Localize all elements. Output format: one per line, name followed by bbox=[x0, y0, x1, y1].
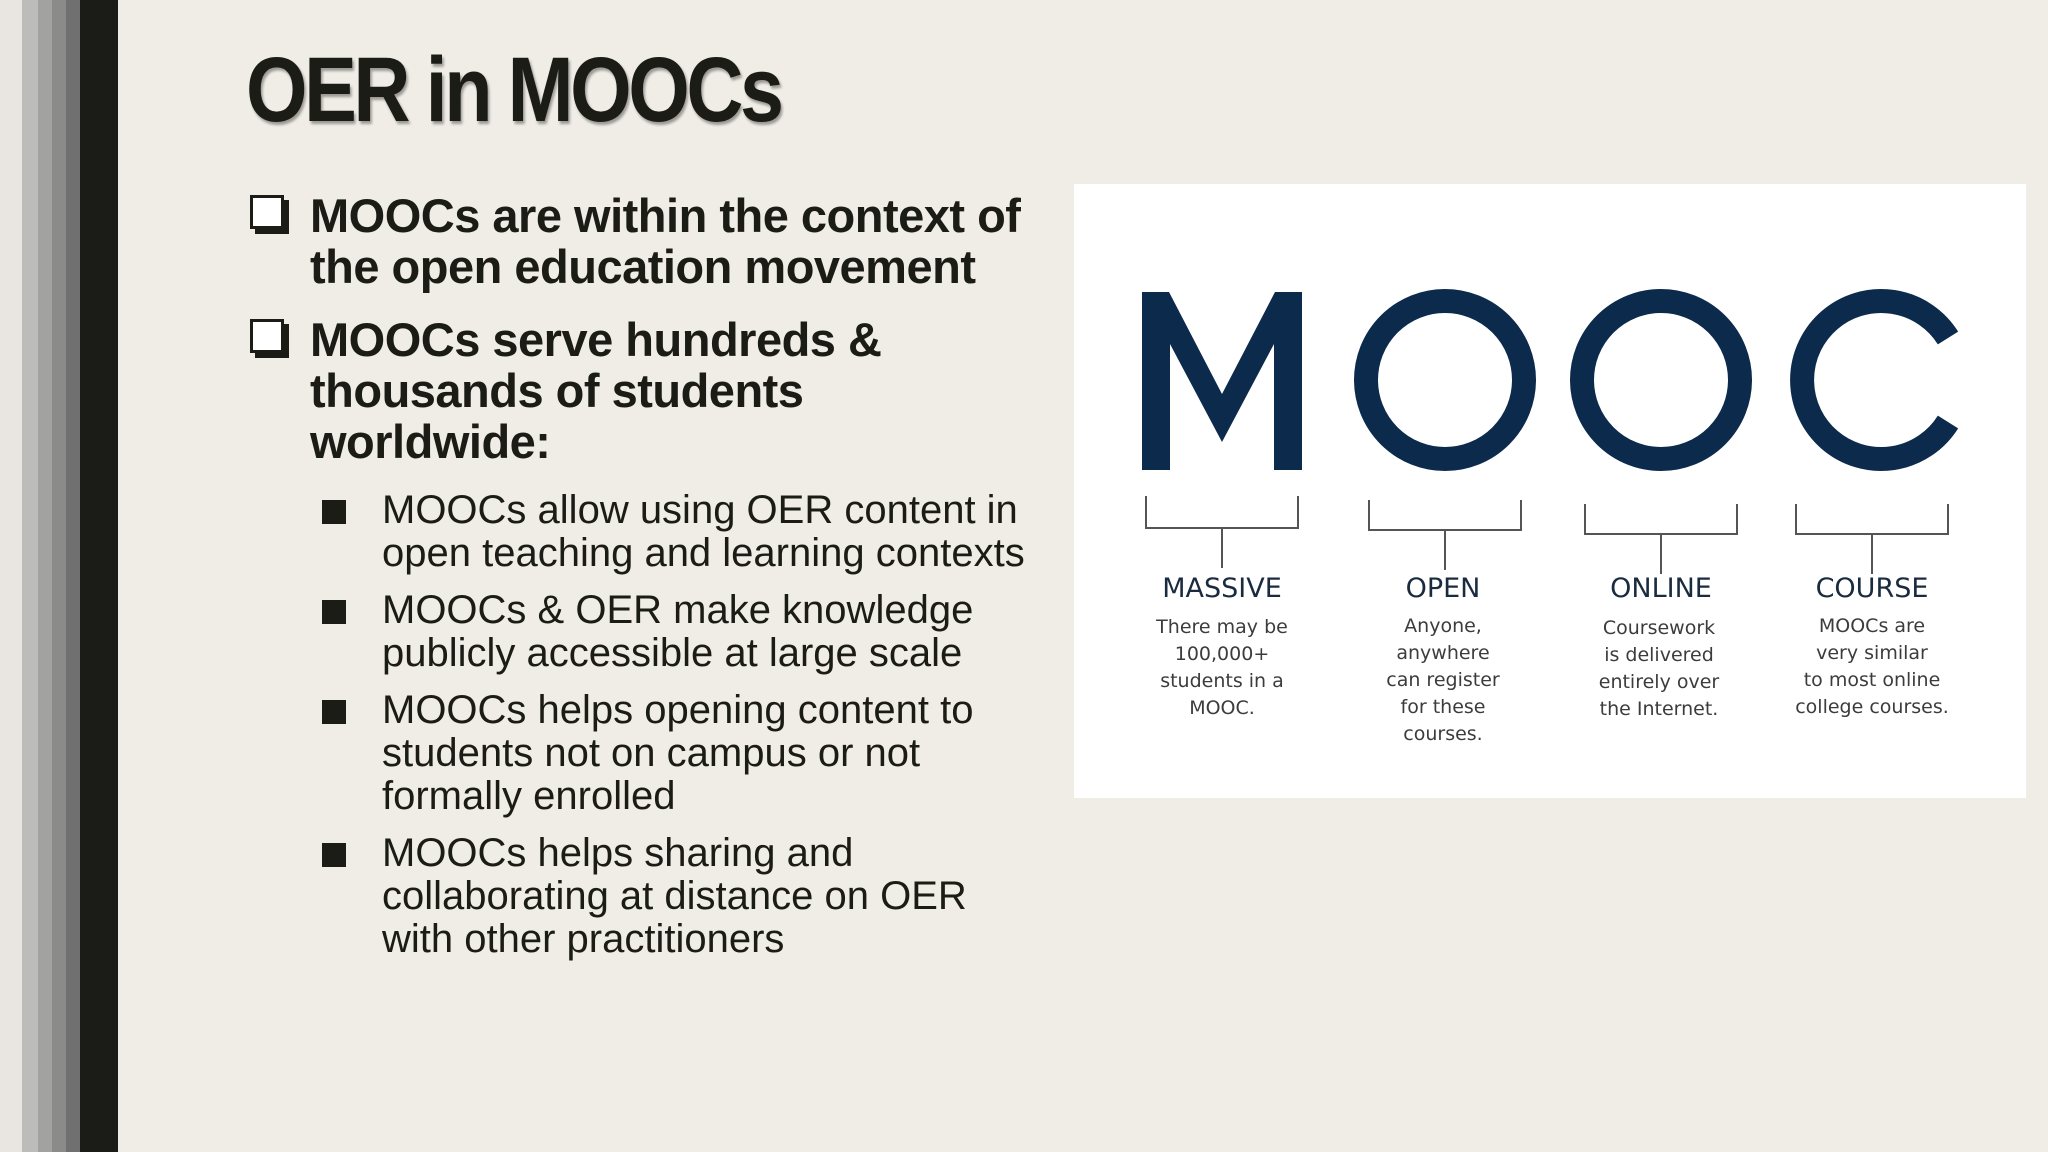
mooc-desc-line: anywhere bbox=[1396, 642, 1490, 664]
square-bullet-icon bbox=[322, 600, 346, 624]
letter-m-glyph bbox=[1142, 292, 1302, 470]
bracket-icon bbox=[1585, 504, 1737, 574]
bracket-icon bbox=[1796, 504, 1948, 574]
stripe bbox=[0, 0, 22, 1152]
bullet-item bbox=[246, 314, 1046, 467]
mooc-desc-line: Coursework bbox=[1602, 617, 1716, 639]
bracket-icon bbox=[1146, 496, 1298, 568]
checkbox-bullet-icon bbox=[250, 319, 284, 353]
bullet-text: MOOCs are within the context of the open education movement bbox=[310, 189, 1021, 293]
stripe bbox=[22, 0, 38, 1152]
mooc-term: ONLINE bbox=[1610, 573, 1712, 604]
square-bullet-icon bbox=[322, 500, 346, 524]
mooc-desc-line: entirely over bbox=[1598, 671, 1720, 693]
decorative-stripes bbox=[0, 0, 120, 1152]
sub-bullet-item bbox=[246, 589, 1046, 675]
stripe bbox=[38, 0, 52, 1152]
mooc-desc-line: is delivered bbox=[1604, 644, 1714, 666]
mooc-term: MASSIVE bbox=[1162, 573, 1282, 604]
mooc-svg bbox=[1074, 184, 2026, 798]
mooc-desc-line: the Internet. bbox=[1599, 698, 1719, 720]
stripe bbox=[52, 0, 66, 1152]
mooc-desc-line: to most online bbox=[1803, 669, 1941, 691]
sub-bullet-text: MOOCs helps sharing and collaborating at distance on OER with other practitioners bbox=[382, 831, 967, 961]
bullet-item bbox=[246, 190, 1046, 292]
mooc-desc-line: There may be bbox=[1156, 616, 1288, 638]
sub-bullet-item bbox=[246, 832, 1046, 961]
mooc-desc-line: students in a bbox=[1160, 670, 1284, 692]
mooc-desc-line: MOOCs are bbox=[1818, 615, 1926, 637]
bullet-list bbox=[246, 190, 1046, 975]
mooc-graphic bbox=[1074, 184, 2026, 798]
sub-bullet-item bbox=[246, 489, 1046, 575]
mooc-desc-line: Anyone, bbox=[1404, 615, 1482, 637]
letter-o-glyph bbox=[1366, 301, 1524, 459]
sub-bullet-text: MOOCs allow using OER content in open teaching and learning contexts bbox=[382, 488, 1025, 575]
bracket-icon bbox=[1369, 500, 1521, 570]
square-bullet-icon bbox=[322, 700, 346, 724]
mooc-desc-line: very similar bbox=[1816, 642, 1928, 664]
stripe bbox=[80, 0, 118, 1152]
letter-c-glyph bbox=[1802, 301, 1948, 459]
square-bullet-icon bbox=[322, 843, 346, 867]
mooc-desc-line: can register bbox=[1386, 669, 1500, 691]
slide-title: OER in MOOCs bbox=[246, 39, 781, 141]
stripe bbox=[66, 0, 80, 1152]
mooc-desc-line: MOOC. bbox=[1189, 697, 1255, 719]
mooc-desc-line: courses. bbox=[1403, 723, 1483, 745]
bullet-text: MOOCs serve hundreds & thousands of students worldwide: bbox=[310, 313, 882, 468]
mooc-desc-line: college courses. bbox=[1795, 696, 1949, 718]
sub-bullet-text: MOOCs & OER make knowledge publicly accessible at large scale bbox=[382, 588, 974, 675]
mooc-desc-line: 100,000+ bbox=[1174, 643, 1270, 665]
mooc-term: COURSE bbox=[1815, 573, 1929, 604]
mooc-term: OPEN bbox=[1405, 573, 1481, 604]
mooc-desc-line: for these bbox=[1400, 696, 1486, 718]
sub-bullet-item bbox=[246, 689, 1046, 818]
letter-o-glyph bbox=[1582, 301, 1740, 459]
checkbox-bullet-icon bbox=[250, 195, 284, 229]
sub-bullet-text: MOOCs helps opening content to students not on campus or not formally enrolled bbox=[382, 688, 974, 818]
